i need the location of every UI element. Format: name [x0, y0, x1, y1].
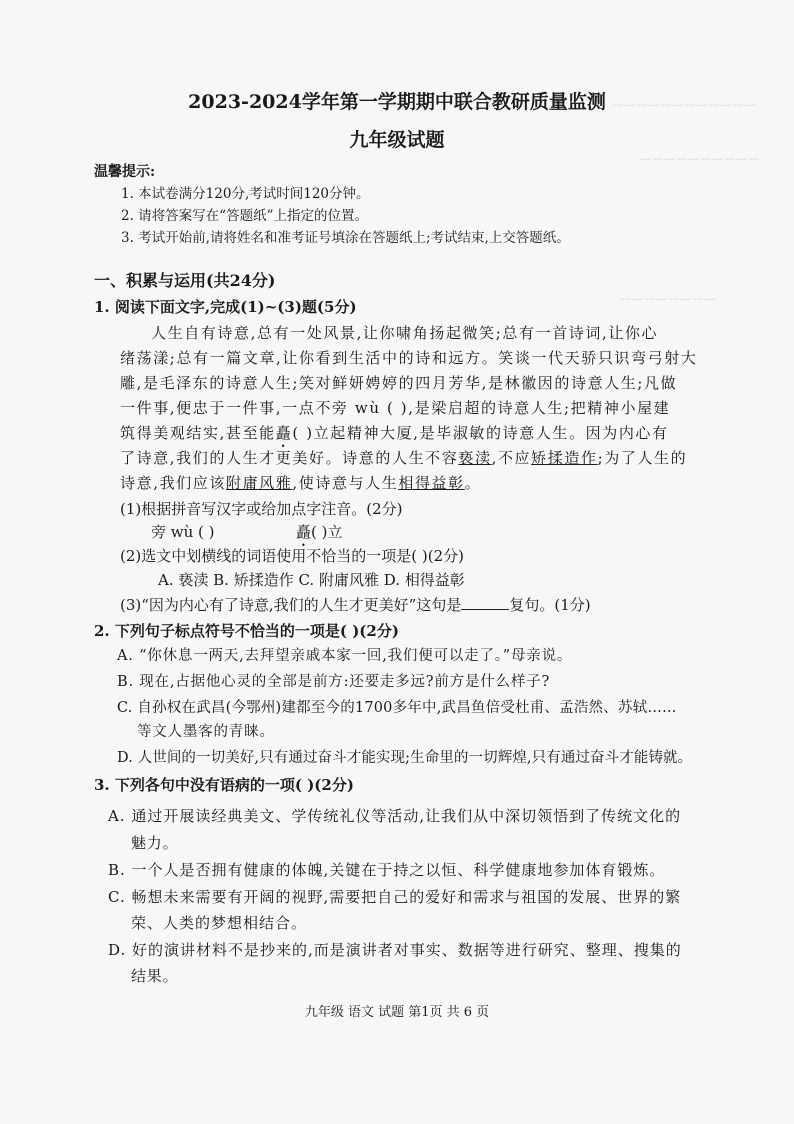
- question-3-option-a: A. 通过开展读经典美文、学传统礼仪等活动,让我们从中深切领悟到了传统文化的: [108, 807, 682, 825]
- question-2-option-c-cont: 等文人墨客的青睐。: [137, 724, 275, 740]
- notice-heading: 温馨提示:: [94, 164, 156, 180]
- question-3-option-c: C. 畅想未来需要有开阔的视野,需要把自己的爱好和需求与祖国的发展、世界的繁: [108, 888, 682, 906]
- question-2-stem: 2. 下列句子标点符号不恰当的一项是( )(2分): [94, 622, 399, 640]
- passage-line: 人生自有诗意,总有一处风景,让你啸角扬起微笑;总有一首诗词,让你心: [151, 324, 659, 342]
- passage-line: 诗意,我们应该附庸风雅,使诗意与人生相得益彰。: [120, 474, 482, 492]
- underlined-word: 矫揉造作: [531, 449, 598, 467]
- question-3-option-b: B. 一个人是否拥有健康的体魄,关键在于持之以恒、科学健康地参加体育锻炼。: [108, 861, 666, 879]
- underlined-word: 附庸风雅: [225, 474, 293, 492]
- notice-item: 3. 考试开始前,请将姓名和准考证号填涂在答题纸上;考试结束,上交答题纸。: [121, 230, 570, 246]
- passage-line: 一件事,便忠于一件事,一点不旁 wù ( ),是梁启超的诗意人生;把精神小屋建: [120, 399, 671, 417]
- answer-blank[interactable]: [461, 595, 509, 610]
- bleed-through-text: ーーーーーーーーーー: [640, 152, 761, 166]
- passage-line: 绪荡漾;总有一篇文章,让你看到生活中的诗和远方。笑谈一代天骄只识弯弓射大: [120, 349, 698, 367]
- passage-line: 雕,是毛泽东的诗意人生;笑对鲜妍娉婷的四月芳华,是林徽因的诗意人生;凡做: [120, 374, 678, 392]
- sub1-blank-a[interactable]: 旁 wù ( ): [151, 523, 215, 541]
- notice-item: 2. 请将答案写在“答题纸”上指定的位置。: [121, 208, 368, 224]
- underlined-word: 亵渎: [458, 449, 492, 467]
- question-2-option-b: B. 现在,占据他心灵的全部是前方:还要走多远?前方是什么样子?: [117, 674, 551, 690]
- question-3-option-a-cont: 魅力。: [131, 834, 179, 852]
- question-1-stem: 1. 阅读下面文字,完成(1)~(3)题(5分): [94, 298, 357, 316]
- question-2-option-d: D. 人世间的一切美好,只有通过奋斗才能实现;生命里的一切辉煌,只有通过奋斗才能铸就。: [117, 750, 693, 766]
- question-3-option-d: D. 好的演讲材料不是抄来的,而是演讲者对事实、数据等进行研究、整理、搜集的: [108, 941, 682, 959]
- bleed-through-text: ーーーーーーーー: [620, 292, 717, 306]
- bleed-through-text: ーーーーーーーーーーーー: [612, 98, 757, 112]
- passage-line: 筑得美观结实,甚至能矗( )立起精神大厦,是毕淑敏的诗意人生。因为内心有: [120, 424, 669, 442]
- passage-line: 了诗意,我们的人生才更美好。诗意的人生不容亵渎,不应矫揉造作;为了人生的: [120, 449, 688, 467]
- question-2-option-a: A. “你休息一两天,去拜望亲戚本家一回,我们便可以走了。”母亲说。: [117, 648, 573, 664]
- notice-item: 1. 本试卷满分120分,考试时间120分钟。: [121, 186, 370, 202]
- question-1-sub2: (2)选文中划横线的词语使用不恰当的一项是( )(2分): [120, 547, 464, 565]
- question-2-option-c: C. 自孙权在武昌(今鄂州)建都至今的1700多年中,武昌鱼倍受杜甫、孟浩然、苏轼……: [117, 700, 677, 716]
- question-1-sub3: (3)“因为内心有了诗意,我们的人生才更美好”这句是 复句。(1分): [120, 596, 591, 614]
- dotted-char: 矗: [275, 424, 293, 442]
- underlined-word: 相得益彰: [398, 474, 465, 492]
- page-footer: 九年级 语文 试题 第1页 共 6 页: [304, 1005, 490, 1020]
- question-3-option-c-cont: 荣、人类的梦想相结合。: [131, 914, 308, 932]
- question-1-sub2-options: A. 亵渎 B. 矫揉造作 C. 附庸风雅 D. 相得益彰: [158, 571, 465, 589]
- page-subtitle: 九年级试题: [349, 129, 445, 151]
- page-title: 2023-2024学年第一学期期中联合教研质量监测: [188, 91, 606, 113]
- question-3-option-d-cont: 结果。: [131, 967, 179, 985]
- section-heading: 一、积累与运用(共24分): [94, 271, 276, 290]
- question-1-sub1: (1)根据拼音写汉字或给加点字注音。(2分): [120, 500, 403, 518]
- question-3-stem: 3. 下列各句中没有语病的一项( )(2分): [94, 776, 354, 794]
- sub1-blank-b[interactable]: 矗( )立: [296, 523, 343, 541]
